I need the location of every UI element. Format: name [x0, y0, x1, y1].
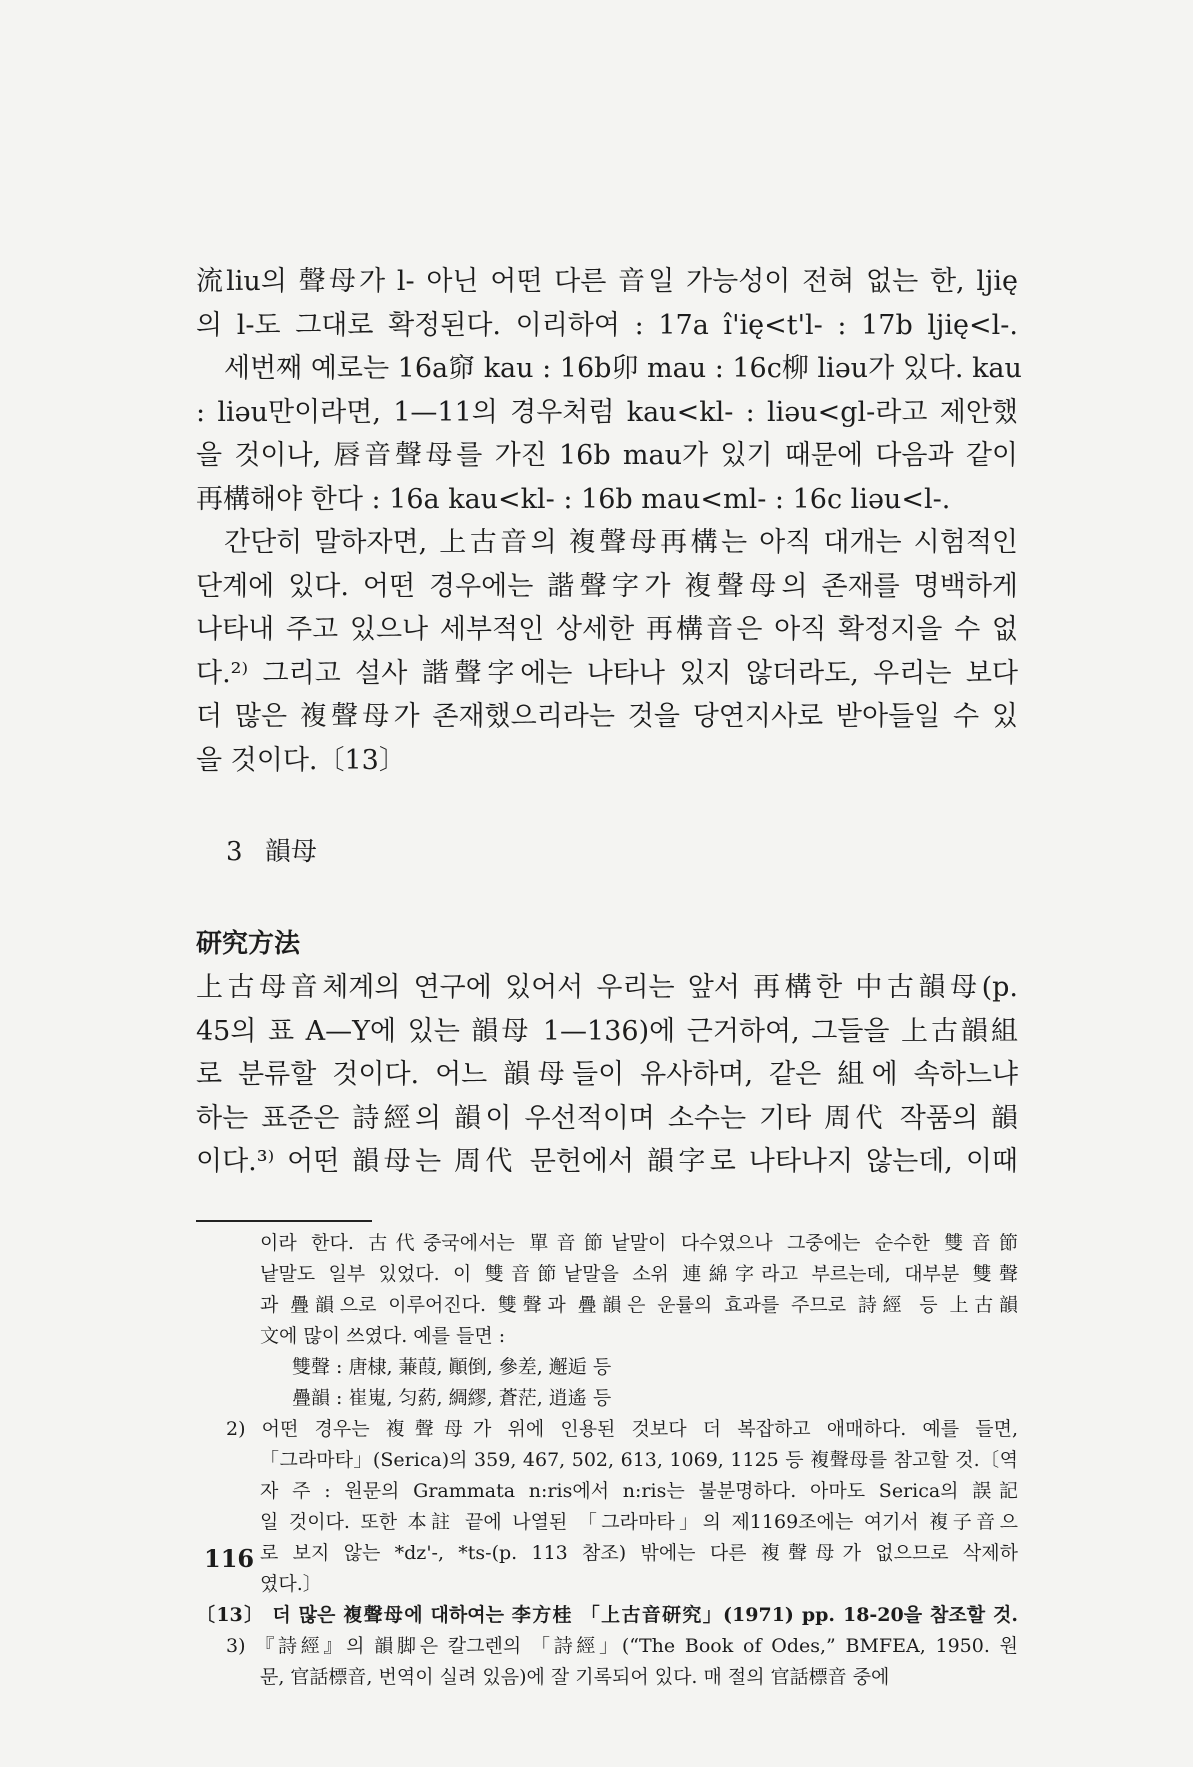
body-line: 을 것이나, 唇音聲母를 가진 16b mau가 있기 때문에 다음과 같이: [196, 440, 1018, 471]
footnote-line: 이라 한다. 古代중국에서는 單音節낱말이 다수였으나 그중에는 순수한 雙音節: [260, 1231, 1018, 1254]
reference-13: 〔13〕 더 많은 複聲母에 대하여는 李方桂 「上古音研究」(1971) pp. 18-20을 참조할 것.: [196, 1603, 1018, 1626]
section-number: 3: [226, 837, 243, 867]
page-number: 116: [204, 1544, 255, 1573]
body-line: 의 l-도 그대로 확정된다. 이리하여 : 17a î'ię<t'l- : 17b ljię<l-.: [196, 309, 1018, 341]
body-line: 로 분류할 것이다. 어느 韻母들이 유사하며, 같은 組에 속하느냐: [196, 1059, 1018, 1090]
subheading: 研究方法: [196, 929, 301, 959]
body-line: 再構해야 한다 : 16a kau<kl- : 16b mau<ml- : 16c liəu<l-.: [196, 483, 951, 515]
body-line: 流liu의 聲母가 l- 아닌 어떤 다른 音일 가능성이 전혀 없는 한, ljię: [196, 266, 1018, 297]
footnote-3: 3) 『詩經』의 韻脚은 칼그렌의 「詩經」(“The Book of Odes,” BMFEA, 1950. 원: [226, 1634, 1018, 1657]
body-paragraphs-2: [196, 966, 1018, 1184]
footnote-line: 일 것이다. 또한 本註 끝에 나열된 「그라마타」의 제1169조에는 여기서 複子音으: [260, 1510, 1018, 1533]
section-title: 韻母: [264, 837, 317, 867]
footnote-line: 문, 官話標音, 번역이 실려 있음)에 잘 기록되어 있다. 매 절의 官話標音 중에: [260, 1665, 890, 1688]
body-line: 을 것이다.〔13〕: [196, 744, 406, 776]
page-content: [196, 260, 1022, 1693]
footnote-line: 자 주 : 원문의 Grammata n:ris에서 n:ris는 불분명하다. 아마도 Serica의 誤記: [260, 1479, 1018, 1502]
section-heading: [226, 822, 1018, 882]
body-line: 더 많은 複聲母가 존재했으리라는 것을 당연지사로 받아들일 수 있: [196, 701, 1018, 732]
footnote-line: 과 疊韻으로 이루어진다. 雙聲과 疊韻은 운률의 효과를 주므로 詩經 등 上古韻: [260, 1293, 1018, 1316]
body-line: 이다.³⁾ 어떤 韻母는 周代 문헌에서 韻字로 나타나지 않는데, 이때: [196, 1146, 1018, 1177]
body-line: : liəu만이라면, 1—11의 경우처럼 kau<kl- : liəu<gl-라고 제안했: [196, 396, 1018, 428]
body-line: 단계에 있다. 어떤 경우에는 諧聲字가 複聲母의 존재를 명백하게: [196, 570, 1018, 602]
body-line: 다.²⁾ 그리고 설사 諧聲字에는 나타나 있지 않더라도, 우리는 보다: [196, 657, 1018, 689]
footnote-line: 였다.〕: [260, 1572, 322, 1595]
footnotes: [196, 1228, 1018, 1693]
footnote-example: 疊韻 : 崔嵬, 匀葯, 綢繆, 蒼茫, 逍遙 등: [292, 1386, 612, 1409]
body-line: 세번째 예로는 16a窌 kau : 16b卯 mau : 16c柳 liəu가 있다. kau: [224, 353, 1022, 384]
footnote-line: 「그라마타」(Serica)의 359, 467, 502, 613, 1069, 1125 등 複聲母를 참고할 것.〔역: [260, 1448, 1018, 1471]
footnote-line: 文에 많이 쓰였다. 예를 들면 :: [260, 1324, 506, 1347]
body-line: 上古母音체계의 연구에 있어서 우리는 앞서 再構한 中古韻母(p.: [196, 972, 1018, 1003]
body-line: 45의 표 A—Y에 있는 韻母 1—136)에 근거하여, 그들을 上古韻組: [196, 1015, 1018, 1047]
body-line: 나타내 주고 있으나 세부적인 상세한 再構音은 아직 확정지을 수 없: [196, 614, 1018, 645]
body-line: 간단히 말하자면, 上古音의 複聲母再構는 아직 대개는 시험적인: [224, 527, 1018, 558]
footnote-line: 낱말도 일부 있었다. 이 雙音節낱말을 소위 連綿字라고 부르는데, 대부분 雙聲: [260, 1262, 1018, 1285]
body-line: 하는 표준은 詩經의 韻이 우선적이며 소수는 기타 周代 작품의 韻: [196, 1102, 1018, 1134]
body-paragraphs-1: [196, 260, 1022, 782]
footnote-example: 雙聲 : 唐棣, 蒹葭, 顚倒, 參差, 邂逅 등: [292, 1355, 612, 1378]
footnote-line: 로 보지 않는 *dz'-, *ts-(p. 113 참조) 밖에는 다른 複聲母가 없으므로 삭제하: [260, 1541, 1018, 1564]
footnote-divider: [196, 1220, 372, 1222]
footnote-2: 2) 어떤 경우는 複聲母가 위에 인용된 것보다 더 복잡하고 애매하다. 예를 들면,: [226, 1417, 1018, 1440]
